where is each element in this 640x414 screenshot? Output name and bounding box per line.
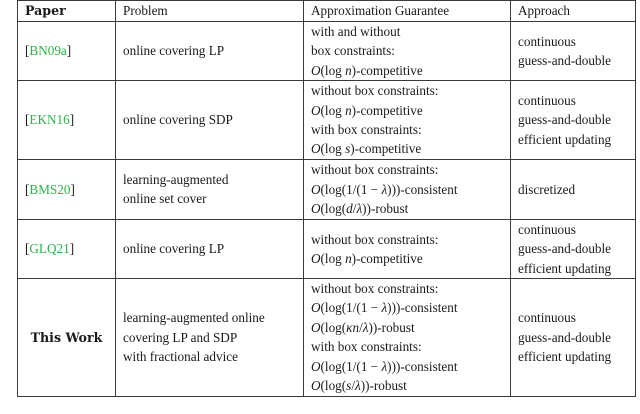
approach-cell — [511, 22, 636, 81]
problem-text: online set cover — [123, 191, 207, 207]
approach-line: guess-and-double — [518, 112, 612, 128]
approach-line: discretized — [518, 181, 576, 197]
approach-cell — [511, 81, 636, 160]
guarantee-cell — [304, 159, 511, 219]
guarantee-line: with box constraints: — [311, 339, 422, 355]
guarantee-line: O(log n)-competitive — [311, 102, 423, 118]
header-paper: Paper — [18, 1, 116, 22]
guarantee-line: O(log(d/λ))-robust — [311, 201, 409, 217]
approach-line: continuous — [518, 310, 576, 326]
approach-line: continuous — [518, 33, 576, 49]
citation-link[interactable]: [EKN16] — [25, 112, 75, 128]
guarantee-line: without box constraints: — [311, 83, 439, 99]
header-approximation-guarantee: Approximation Guarantee — [304, 1, 511, 22]
problem-cell — [116, 219, 304, 278]
comparison-table-container — [17, 0, 635, 397]
table-row — [18, 279, 636, 396]
approach-cell — [511, 219, 636, 278]
guarantee-line: O(log n)-competitive — [311, 250, 423, 266]
paper-cell — [18, 219, 116, 278]
guarantee-line: O(log(1/(1 − λ)))-consistent — [311, 181, 458, 197]
citation-link[interactable]: [BN09a] — [25, 43, 72, 59]
problem-text: online covering LP — [123, 43, 225, 59]
problem-text: with fractional advice — [123, 348, 238, 364]
guarantee-line: O(log(s/λ))-robust — [311, 378, 407, 394]
problem-cell — [116, 81, 304, 160]
guarantee-line: without box constraints: — [311, 162, 439, 178]
citation-link[interactable]: [BMS20] — [25, 181, 75, 197]
guarantee-cell — [304, 219, 511, 278]
paper-cell-this-work: This Work — [18, 279, 116, 396]
problem-text: online covering LP — [123, 241, 225, 257]
guarantee-line: O(log n)-competitive — [311, 62, 423, 78]
paper-cell — [18, 22, 116, 81]
approach-line: efficient updating — [518, 348, 612, 364]
comparison-table — [17, 0, 636, 397]
approach-cell — [511, 279, 636, 396]
approach-line: continuous — [518, 221, 576, 237]
problem-cell — [116, 279, 304, 396]
problem-text: learning-augmented — [123, 171, 229, 187]
approach-line: continuous — [518, 92, 576, 108]
guarantee-line: without box constraints: — [311, 231, 439, 247]
paper-cell — [18, 81, 116, 160]
problem-text: covering LP and SDP — [123, 329, 238, 345]
guarantee-line: O(log s)-competitive — [311, 141, 422, 157]
table-row — [18, 22, 636, 81]
problem-text: online covering SDP — [123, 112, 233, 128]
approach-line: guess-and-double — [518, 329, 612, 345]
approach-line: efficient updating — [518, 260, 612, 276]
header-approach: Approach — [511, 1, 636, 22]
guarantee-line: with and without — [311, 24, 401, 39]
guarantee-line: box constraints: — [311, 43, 395, 59]
table-row — [18, 219, 636, 278]
approach-line: efficient updating — [518, 131, 612, 147]
header-problem: Problem — [116, 1, 304, 22]
citation-link[interactable]: [GLQ21] — [25, 241, 75, 257]
approach-line: guess-and-double — [518, 53, 612, 69]
approach-line: guess-and-double — [518, 241, 612, 257]
table-header-row — [18, 1, 636, 22]
table-row — [18, 81, 636, 160]
guarantee-cell — [304, 22, 511, 81]
paper-cell — [18, 159, 116, 219]
approach-cell — [511, 159, 636, 219]
guarantee-cell — [304, 81, 511, 160]
problem-text: learning-augmented online — [123, 310, 265, 326]
guarantee-line: with box constraints: — [311, 122, 422, 138]
guarantee-cell — [304, 279, 511, 396]
problem-cell — [116, 159, 304, 219]
guarantee-line: O(log(1/(1 − λ)))-consistent — [311, 358, 458, 374]
problem-cell — [116, 22, 304, 81]
table-row — [18, 159, 636, 219]
guarantee-line: O(log(κn/λ))-robust — [311, 319, 415, 335]
guarantee-line: without box constraints: — [311, 281, 439, 297]
guarantee-line: O(log(1/(1 − λ)))-consistent — [311, 300, 458, 316]
